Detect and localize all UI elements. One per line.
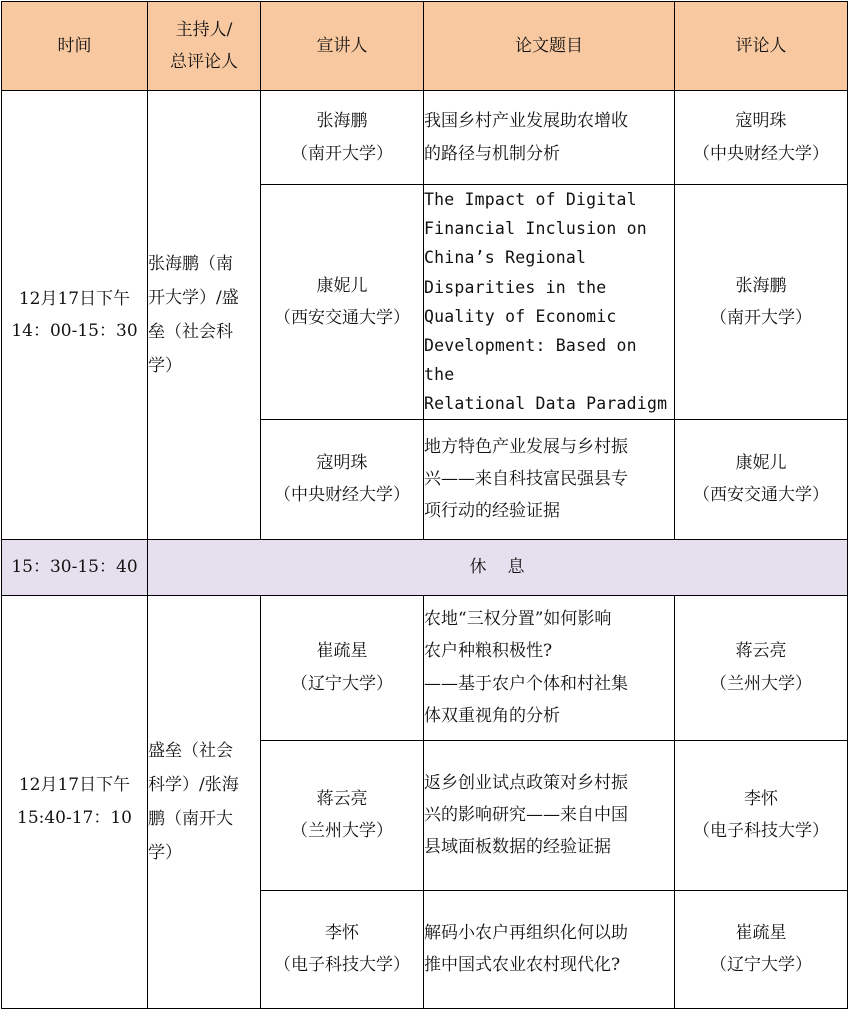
paper-title-line: ——基于农户个体和村社集: [424, 673, 628, 694]
session1-host: [148, 91, 261, 540]
commentator-cell: [675, 740, 848, 890]
commentator-org: （辽宁大学）: [710, 955, 812, 976]
session1-host-line: 垒（社会科: [148, 321, 233, 342]
speaker-cell: [261, 419, 424, 539]
speaker-org: （中央财经大学）: [274, 485, 410, 506]
session1-time: [2, 91, 148, 540]
schedule-table: [1, 1, 848, 1009]
paper-title-line: 推中国式农业农村现代化?: [424, 955, 621, 976]
commentator-org: （兰州大学）: [710, 673, 812, 694]
commentator-cell: [675, 890, 848, 1008]
paper-title-line: Disparities in the: [424, 277, 607, 297]
session2-time: [2, 595, 148, 1008]
header-paper: 论文题目: [424, 2, 675, 91]
commentator-org: （西安交通大学）: [693, 485, 829, 506]
speaker-cell: [261, 890, 424, 1008]
session1-host-line: 开大学）/盛: [148, 287, 239, 308]
session1-host-line: 张海鹏（南: [148, 253, 233, 274]
speaker-name: 蒋云亮: [316, 788, 368, 809]
break-label-b: 息: [507, 556, 526, 577]
session2-host-line: 科学）/张海: [148, 774, 239, 795]
speaker-cell: [261, 91, 424, 185]
paper-title-line: China’s Regional: [424, 248, 587, 268]
paper-title-line: 解码小农户再组织化何以助: [424, 922, 628, 943]
session2-time-date: 12月17日下午: [18, 775, 131, 796]
speaker-name: 李怀: [325, 922, 359, 943]
commentator-org: （电子科技大学）: [693, 821, 829, 842]
paper-title-line: The Impact of Digital: [424, 190, 637, 209]
speaker-org: （辽宁大学）: [291, 673, 393, 694]
commentator-cell: [675, 595, 848, 740]
commentator-name: 蒋云亮: [735, 641, 787, 662]
header-host-line1: 主持人/: [175, 19, 233, 40]
header-speaker: 宣讲人: [261, 2, 424, 91]
speaker-org: （兰州大学）: [291, 821, 393, 842]
paper-title-line: 的路径与机制分析: [424, 143, 560, 164]
paper-title-cell: [424, 185, 675, 420]
paper-title-line: 我国乡村产业发展助农增收: [424, 111, 628, 132]
header-time: 时间: [2, 2, 148, 91]
commentator-name: 寇明珠: [735, 111, 787, 132]
paper-title-line: 体双重视角的分析: [424, 705, 560, 726]
commentator-cell: [675, 91, 848, 185]
header-host: [148, 2, 261, 91]
break-row: [2, 539, 848, 595]
paper-title-line: Development: Based on the: [424, 336, 637, 385]
table-row: [2, 91, 848, 185]
table-row: [2, 595, 848, 740]
paper-title-line: 兴的影响研究——来自中国: [424, 804, 628, 825]
paper-title-cell: [424, 91, 675, 185]
header-host-line2: 总评论人: [170, 52, 238, 72]
break-label: [148, 539, 848, 595]
session2-host: [148, 595, 261, 1008]
paper-title-line: 地方特色产业发展与乡村振: [424, 436, 628, 457]
paper-title-line: 兴——来自科技富民强县专: [424, 468, 628, 489]
paper-title-line: 农户种粮积极性?: [424, 641, 553, 662]
break-time: 15：30-15：40: [2, 539, 148, 595]
session2-host-line: 鹏（南开大: [148, 808, 233, 829]
paper-title-line: 返乡创业试点政策对乡村振: [424, 772, 628, 793]
commentator-name: 张海鹏: [735, 275, 787, 296]
speaker-name: 寇明珠: [316, 452, 368, 473]
header-commentator: 评论人: [675, 2, 848, 91]
commentator-org: （中央财经大学）: [693, 143, 829, 164]
speaker-cell: [261, 740, 424, 890]
session2-time-range: 15:40-17：10: [17, 807, 132, 828]
commentator-name: 李怀: [744, 788, 778, 809]
session1-time-date: 12月17日下午: [18, 288, 131, 309]
speaker-cell: [261, 185, 424, 420]
paper-title-cell: [424, 419, 675, 539]
paper-title-cell: [424, 890, 675, 1008]
speaker-name: 张海鹏: [316, 111, 368, 132]
break-label-a: 休: [469, 556, 488, 577]
session1-host-line: 学）: [148, 355, 182, 376]
paper-title-cell: [424, 740, 675, 890]
speaker-org: （电子科技大学）: [274, 955, 410, 976]
speaker-org: （南开大学）: [291, 143, 393, 164]
session1-time-range: 14：00-15：30: [11, 320, 138, 341]
paper-title-line: Financial Inclusion on: [424, 219, 647, 239]
speaker-cell: [261, 595, 424, 740]
session2-host-line: 盛垒（社会: [148, 740, 233, 761]
speaker-name: 崔疏星: [316, 641, 368, 662]
speaker-name: 康妮儿: [316, 275, 368, 296]
commentator-cell: [675, 185, 848, 420]
paper-title-line: 农地“三权分置”如何影响: [424, 609, 612, 630]
paper-title-line: Relational Data Paradigm: [424, 394, 668, 414]
session2-host-line: 学）: [148, 842, 182, 863]
commentator-name: 康妮儿: [735, 452, 787, 473]
speaker-org: （西安交通大学）: [274, 307, 410, 328]
paper-title-line: 县域面板数据的经验证据: [424, 837, 611, 858]
paper-title-cell: [424, 595, 675, 740]
paper-title-line: Quality of Economic: [424, 306, 617, 326]
paper-title-line: 项行动的经验证据: [424, 501, 560, 522]
commentator-cell: [675, 419, 848, 539]
header-row: [2, 2, 848, 91]
commentator-org: （南开大学）: [710, 307, 812, 328]
commentator-name: 崔疏星: [735, 922, 787, 943]
